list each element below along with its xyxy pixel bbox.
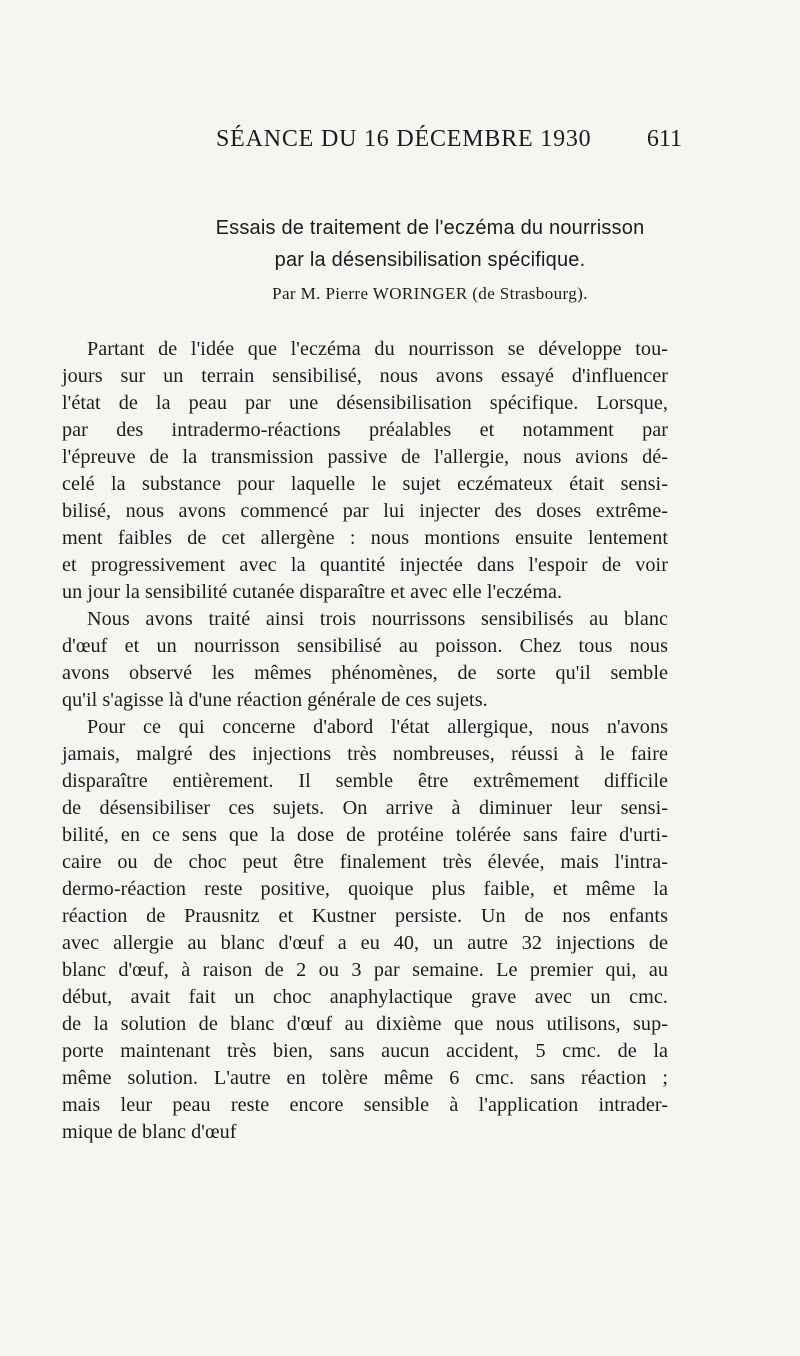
body-line: mique de blanc d'œuf bbox=[62, 1121, 237, 1143]
body-line: début, avait fait un choc anaphylactique grave avec un cmc. bbox=[62, 986, 668, 1008]
body-line: l'épreuve de la transmission passive de l'allergie, nous avions dé- bbox=[62, 446, 668, 468]
body-line: mais leur peau reste encore sensible à l'application intrader- bbox=[62, 1094, 668, 1116]
body-line: par des intradermo-réactions préalables et notamment par bbox=[62, 419, 668, 441]
body-line: avec allergie au blanc d'œuf a eu 40, un autre 32 injections de bbox=[62, 932, 668, 954]
body-line: Partant de l'idée que l'eczéma du nourrisson se développe tou- bbox=[87, 338, 668, 360]
body-line: de désensibiliser ces sujets. On arrive à diminuer leur sensi- bbox=[62, 797, 668, 819]
body-line: de la solution de blanc d'œuf au dixième que nous utilisons, sup- bbox=[62, 1013, 668, 1035]
body-line: disparaître entièrement. Il semble être extrêmement difficile bbox=[62, 770, 668, 792]
body-line: un jour la sensibilité cutanée disparaître et avec elle l'eczéma. bbox=[62, 581, 563, 603]
body-line: ment faibles de cet allergène : nous montions ensuite lentement bbox=[62, 527, 668, 549]
body-line: porte maintenant très bien, sans aucun accident, 5 cmc. de la bbox=[62, 1040, 668, 1062]
body-line: même solution. L'autre en tolère même 6 cmc. sans réaction ; bbox=[62, 1067, 668, 1089]
page-header bbox=[62, 126, 682, 158]
body-line: Nous avons traité ainsi trois nourrissons sensibilisés au blanc bbox=[87, 608, 668, 630]
running-head: SÉANCE DU 16 DÉCEMBRE 1930 bbox=[216, 126, 592, 152]
body-line: bilisé, nous avons commencé par lui injecter des doses extrême- bbox=[62, 500, 668, 522]
body-line: avons observé les mêmes phénomènes, de sorte qu'il semble bbox=[62, 662, 668, 684]
body-line: bilité, en ce sens que la dose de protéine tolérée sans faire d'urti- bbox=[62, 824, 668, 846]
body-line: jours sur un terrain sensibilisé, nous avons essayé d'influencer bbox=[62, 365, 668, 387]
body-line: qu'il s'agisse là d'une réaction générale de ces sujets. bbox=[62, 689, 488, 711]
title-line: Essais de traitement de l'eczéma du nourrisson bbox=[215, 217, 645, 239]
body-line: d'œuf et un nourrisson sensibilisé au poisson. Chez tous nous bbox=[62, 635, 668, 657]
body-line: et progressivement avec la quantité injectée dans l'espoir de voir bbox=[62, 554, 668, 576]
body-line: blanc d'œuf, à raison de 2 ou 3 par semaine. Le premier qui, au bbox=[62, 959, 668, 981]
body-line: jamais, malgré des injections très nombreuses, réussi à le faire bbox=[62, 743, 668, 765]
title-line: par la désensibilisation spécifique. bbox=[274, 249, 586, 271]
body-line: dermo-réaction reste positive, quoique plus faible, et même la bbox=[62, 878, 668, 900]
article-body bbox=[62, 336, 668, 1146]
body-line: l'état de la peau par une désensibilisation spécifique. Lorsque, bbox=[62, 392, 668, 414]
body-line: réaction de Prausnitz et Kustner persiste. Un de nos enfants bbox=[62, 905, 668, 927]
body-line: Pour ce qui concerne d'abord l'état allergique, nous n'avons bbox=[87, 716, 668, 738]
author-byline: Par M. Pierre WORINGER (de Strasbourg). bbox=[272, 284, 588, 303]
body-line: caire ou de choc peut être finalement très élevée, mais l'intra- bbox=[62, 851, 668, 873]
page-number: 611 bbox=[646, 126, 682, 152]
body-line: celé la substance pour laquelle le sujet eczémateux était sensi- bbox=[62, 473, 668, 495]
article-title bbox=[60, 212, 800, 276]
